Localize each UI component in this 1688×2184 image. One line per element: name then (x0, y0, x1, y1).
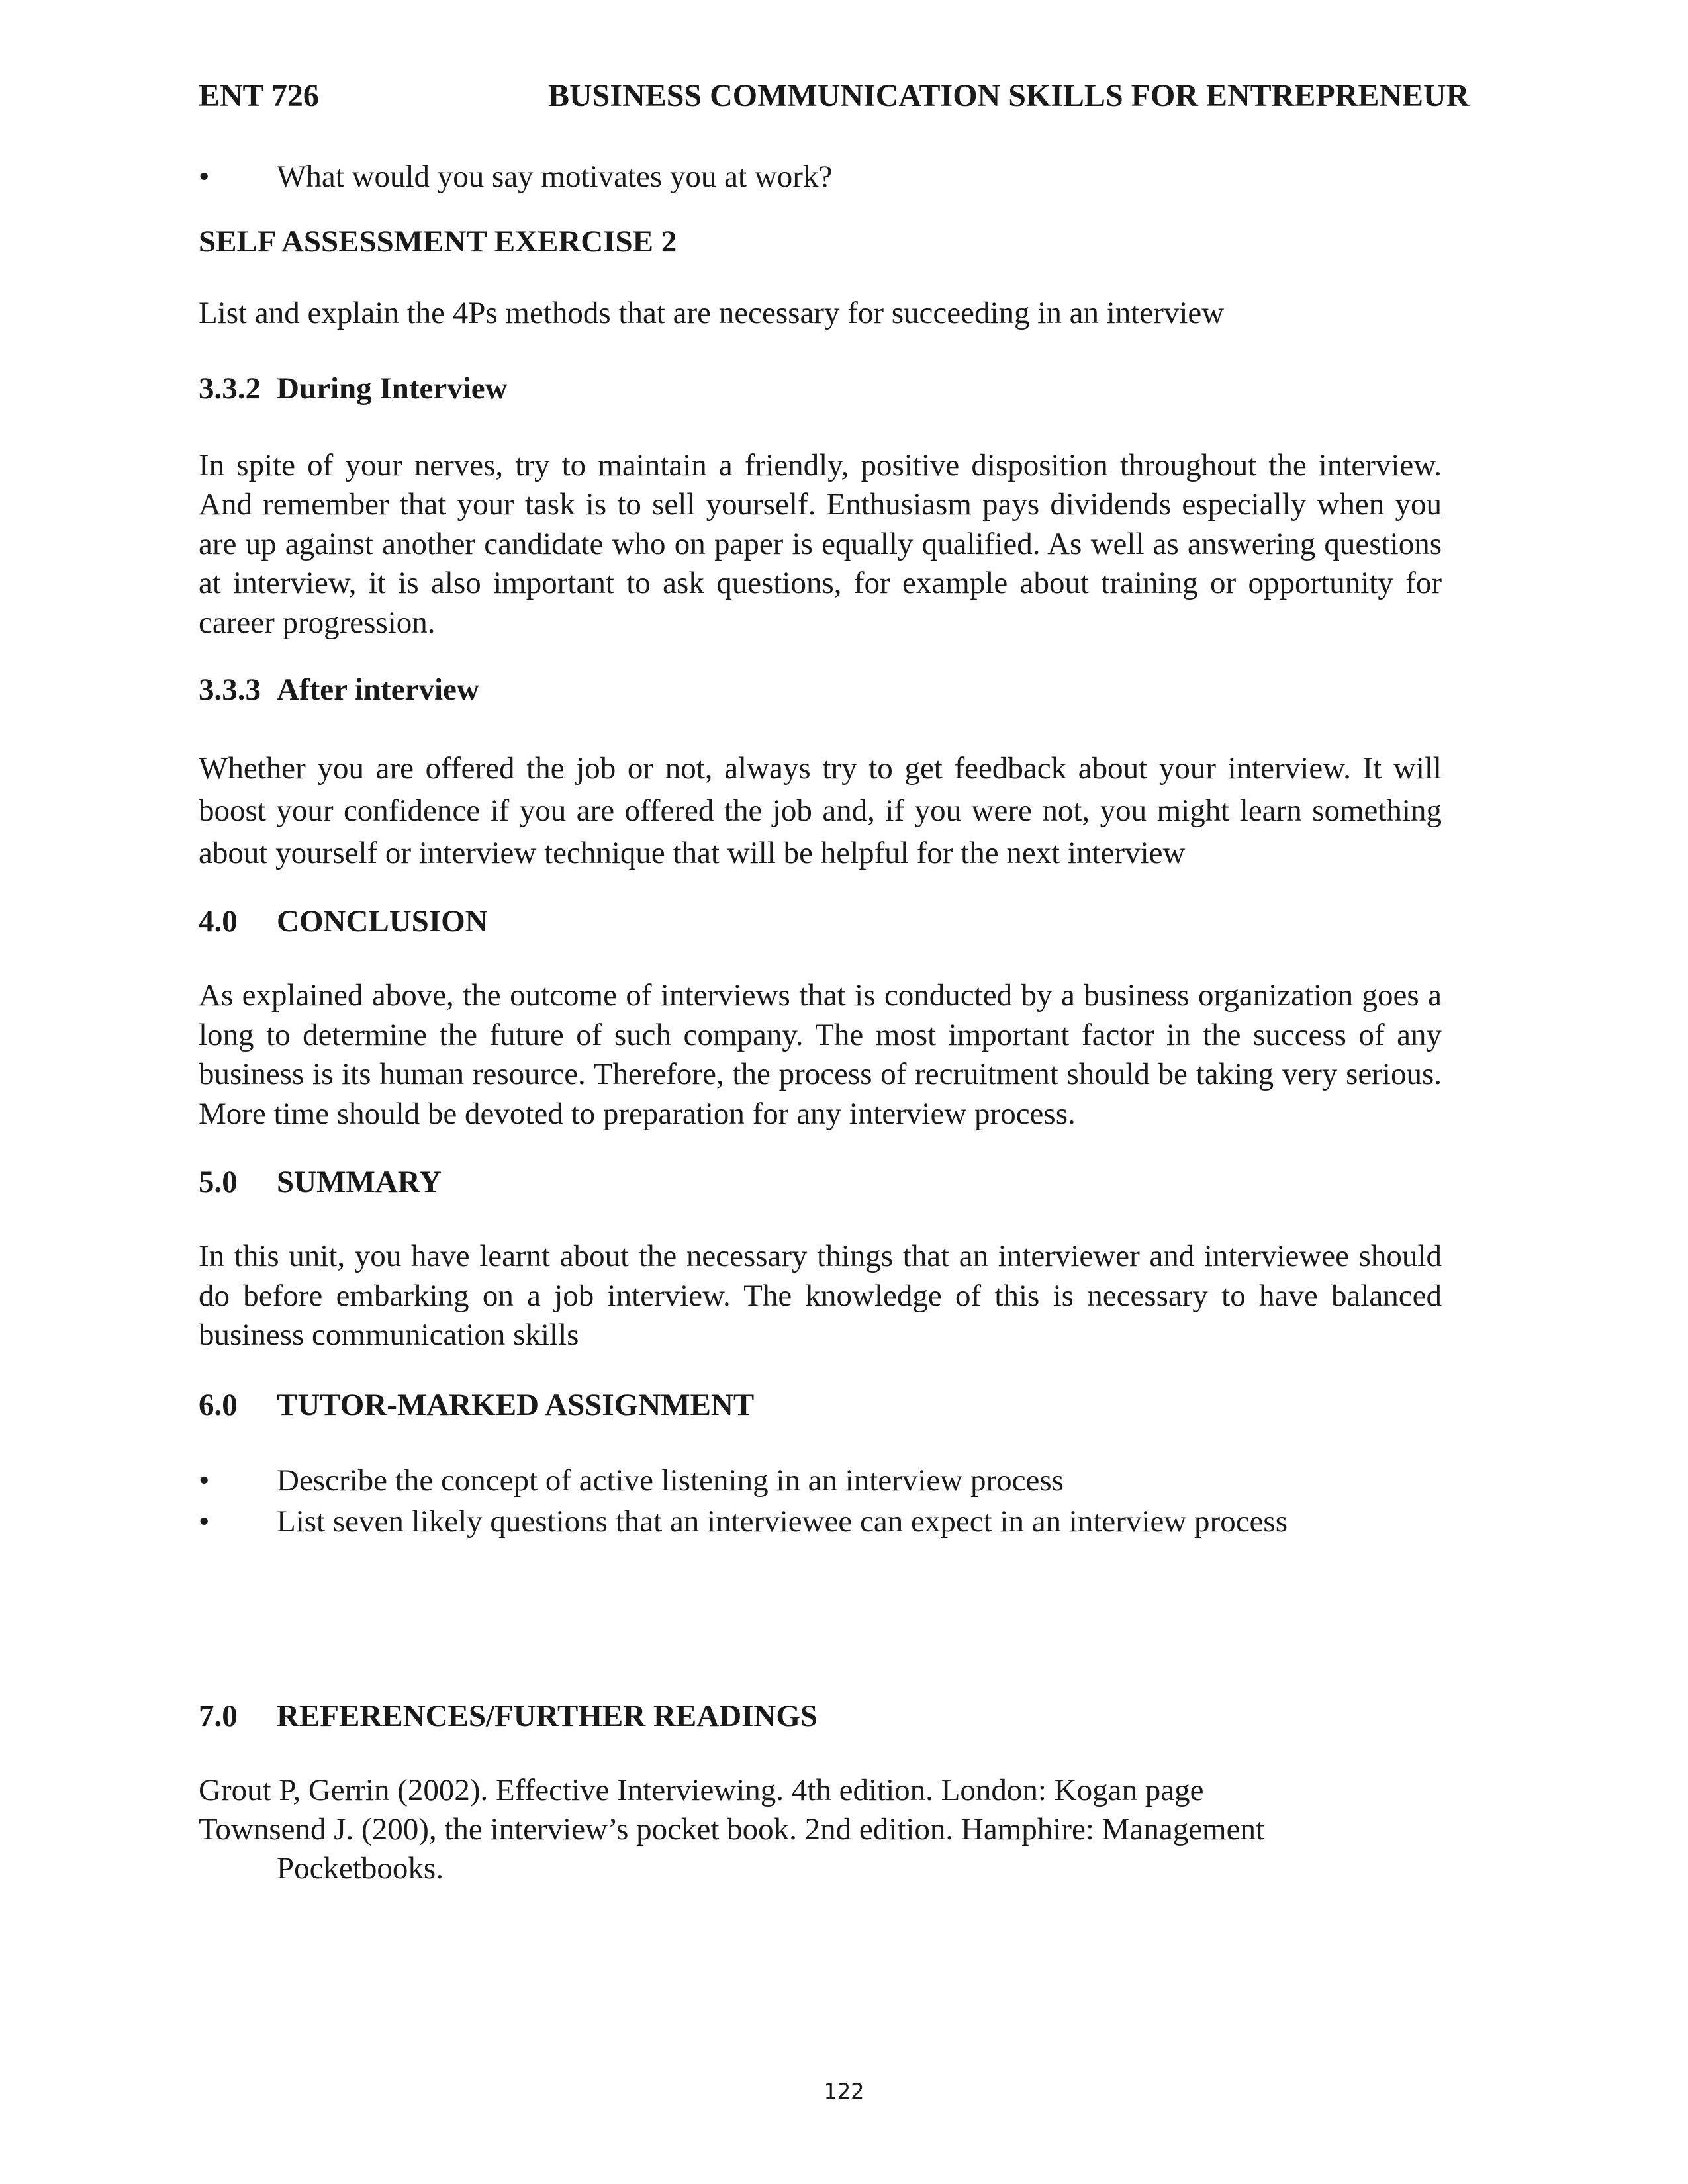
heading-number: 5.0 (199, 1165, 238, 1199)
tma-bullet-list (199, 1460, 1442, 1542)
after-interview-paragraph: Whether you are offered the job or not, always try to get feedback about your interview. It will boost your confidence if you are offered the job and, if you were not, you might learn something about yourself or interview technique that will be helpful for the next interview (199, 751, 1442, 870)
reference-item: Grout P, Gerrin (2002). Effective Interviewing. 4th edition. London: Kogan page (199, 1772, 1204, 1807)
during-interview-paragraph: In spite of your nerves, try to maintain a friendly, positive disposition throughout the interview. And remember that your task is to sell yourself. Enthusiasm pays dividends especially when you are up against another candidate who on paper is equally qualified. As well as answering questions at interview, it is also important to ask questions, for example about training or opportunity for career progression. (199, 447, 1442, 640)
course-title: BUSINESS COMMUNICATION SKILLS FOR ENTREPRENEUR (548, 78, 1470, 113)
page-content (199, 147, 1442, 1888)
during-interview-heading (199, 367, 1442, 410)
reference-list (199, 1771, 1442, 1888)
reference-item: Townsend J. (200), the interview’s pocket book. 2nd edition. Hamphire: Management Pocketbooks. (199, 1811, 1265, 1886)
self-assessment-text: List and explain the 4Ps methods that are necessary for succeeding in an interview (199, 296, 1225, 330)
summary-heading (199, 1160, 1442, 1204)
list-item-text: What would you say motivates you at work? (277, 159, 833, 194)
heading-number: 3.3.2 (199, 371, 261, 406)
heading-number: 4.0 (199, 904, 238, 938)
conclusion-heading (199, 899, 1442, 943)
summary-paragraph: In this unit, you have learnt about the necessary things that an interviewer and interviewee should do before embarking on a job interview. The knowledge of this is necessary to have balanced business communication skills (199, 1239, 1442, 1352)
heading-title: SELF ASSESSMENT EXERCISE 2 (199, 224, 677, 259)
tma-heading (199, 1383, 1442, 1427)
heading-title: SUMMARY (277, 1165, 442, 1199)
course-code: ENT 726 (199, 78, 319, 113)
heading-title: CONCLUSION (277, 904, 488, 938)
conclusion-paragraph: As explained above, the outcome of interviews that is conducted by a business organization goes a long to determine the future of such company. The most important factor in the success of any business is its human resource. Therefore, the process of recruitment should be taking very serious. More time should be devoted to preparation for any interview process. (199, 978, 1442, 1131)
list-item (199, 1501, 1442, 1542)
references-heading (199, 1694, 1442, 1738)
heading-title: During Interview (277, 371, 508, 406)
heading-number: 6.0 (199, 1387, 238, 1422)
heading-title: After interview (277, 672, 479, 707)
self-assessment-heading (199, 220, 1442, 263)
heading-title: TUTOR-MARKED ASSIGNMENT (277, 1387, 755, 1422)
intro-bullet-list (199, 156, 1442, 197)
bullet-icon: • (199, 1504, 210, 1539)
list-item (199, 156, 1442, 197)
bullet-icon: • (199, 1463, 210, 1498)
heading-number: 3.3.3 (199, 672, 261, 707)
heading-title: REFERENCES/FURTHER READINGS (277, 1698, 818, 1733)
list-item (199, 1460, 1442, 1501)
list-item-text: List seven likely questions that an interviewee can expect in an interview process (277, 1504, 1288, 1539)
heading-number: 7.0 (199, 1698, 238, 1733)
after-interview-heading (199, 668, 1442, 711)
list-item-text: Describe the concept of active listening in an interview process (277, 1463, 1064, 1498)
page-number: 122 (823, 2079, 865, 2104)
bullet-icon: • (199, 159, 210, 194)
